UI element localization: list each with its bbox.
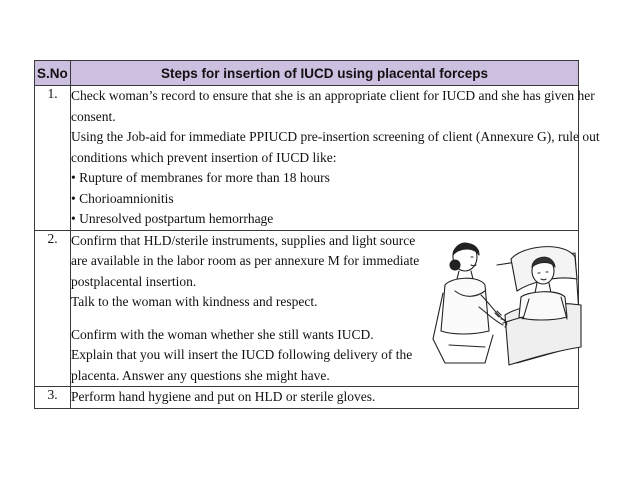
text-line: Confirm that HLD/sterile instruments, supplies and light source xyxy=(71,232,416,248)
table-header-row xyxy=(35,61,579,86)
text-line: postplacental insertion. xyxy=(71,273,197,289)
row-content xyxy=(71,387,579,409)
table-row xyxy=(35,387,579,409)
row-text-block xyxy=(71,231,419,387)
text-line: Check woman’s record to ensure that she is an appropriate client for IUCD and she has given her xyxy=(71,88,595,103)
text-line: Using the Job-aid for immediate PPIUCD pre-insertion screening of client (Annexure G), rule out xyxy=(71,129,600,144)
table-row xyxy=(35,86,579,231)
text-line: Perform hand hygiene and put on HLD or sterile gloves. xyxy=(71,389,376,404)
row-number: 1. xyxy=(35,86,71,231)
row-number: 3. xyxy=(35,387,71,409)
text-line: are available in the labor room as per annexure M for immediate xyxy=(71,253,420,268)
text-line: consent. xyxy=(71,108,116,124)
header-title: Steps for insertion of IUCD using placental forceps xyxy=(71,61,579,86)
text-line: conditions which prevent insertion of IUCD like: xyxy=(71,149,337,165)
bullet-item: • Rupture of membranes for more than 18 hours xyxy=(71,168,578,189)
row-content xyxy=(71,230,579,387)
text-line: placenta. Answer any questions she might have. xyxy=(71,367,330,383)
header-sno: S.No xyxy=(35,61,71,86)
bullet-item: • Chorioamnionitis xyxy=(71,189,578,210)
provider-and-patient-image xyxy=(425,235,585,375)
text-line: Confirm with the woman whether she still wants IUCD. xyxy=(71,326,374,342)
text-line: Talk to the woman with kindness and respect. xyxy=(71,294,318,309)
counseling-illustration xyxy=(425,235,585,375)
table-row xyxy=(35,230,579,387)
steps-table xyxy=(34,60,600,409)
row-content xyxy=(71,86,600,231)
row-number: 2. xyxy=(35,230,71,387)
text-line: Explain that you will insert the IUCD following delivery of the xyxy=(71,347,413,362)
bullet-item: • Unresolved postpartum hemorrhage xyxy=(71,209,578,230)
